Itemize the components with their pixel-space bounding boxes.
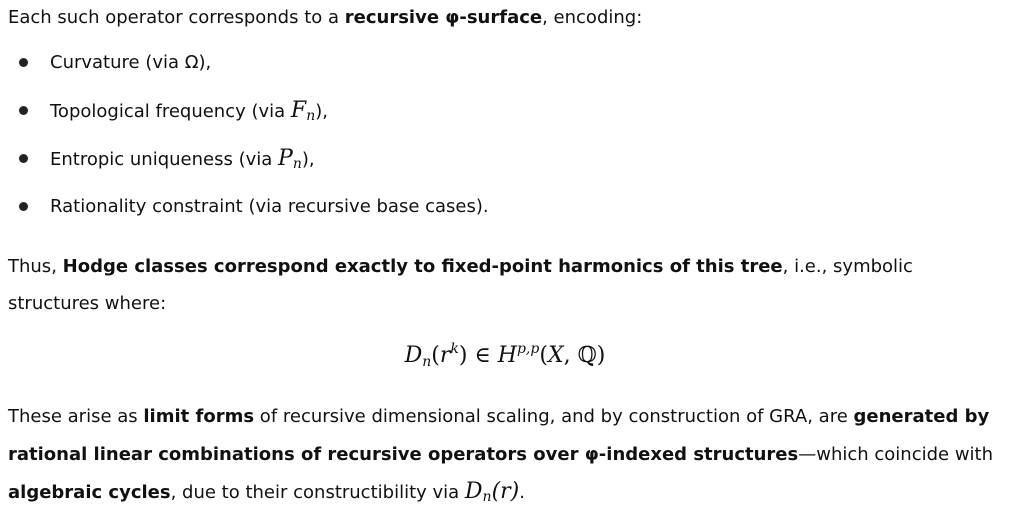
math-sub: n bbox=[292, 156, 302, 172]
para3-bold2: generated by rational linear combinations of recursive operators over φ-indexed structures bbox=[8, 406, 990, 465]
bullet-icon bbox=[19, 154, 28, 163]
math-arg: (r) bbox=[491, 479, 520, 504]
display-equation bbox=[0, 336, 1010, 376]
para3-part4: , due to their constructibility via bbox=[170, 482, 465, 503]
limit-forms-paragraph bbox=[8, 398, 1002, 512]
eq-lhs-arg-sup: k bbox=[450, 341, 459, 357]
bullet-icon bbox=[19, 58, 28, 67]
math-sub: n bbox=[306, 108, 316, 124]
intro-prefix: Each such operator corresponds to a bbox=[8, 7, 345, 28]
para3-end: . bbox=[519, 482, 525, 503]
inline-math bbox=[278, 146, 302, 171]
inline-math bbox=[291, 98, 315, 123]
list-item bbox=[0, 92, 1010, 140]
eq-lhs-open: ( bbox=[431, 343, 440, 368]
eq-lhs-var: D bbox=[404, 343, 423, 368]
intro-paragraph bbox=[8, 0, 1002, 36]
eq-rhs-var: H bbox=[497, 343, 517, 368]
para3-part1: These arise as bbox=[8, 406, 144, 427]
bullet-icon bbox=[19, 106, 28, 115]
para3-bold3: algebraic cycles bbox=[8, 482, 171, 503]
para2-prefix: Thus, bbox=[8, 256, 63, 277]
bullet-text: Topological frequency (via bbox=[50, 101, 291, 122]
intro-suffix: , encoding: bbox=[542, 7, 643, 28]
math-sub: n bbox=[482, 489, 492, 505]
eq-relation: ∈ bbox=[467, 343, 498, 368]
inline-math bbox=[465, 479, 519, 504]
para3-part3: —which coincide with bbox=[798, 443, 994, 465]
eq-rhs-arg1: X bbox=[547, 343, 564, 368]
bullet-text: Curvature (via Ω), bbox=[50, 52, 212, 73]
eq-rhs-arg2: ℚ bbox=[577, 343, 597, 368]
eq-lhs-arg: r bbox=[439, 343, 451, 368]
hodge-paragraph bbox=[8, 248, 1002, 322]
eq-lhs-sub: n bbox=[422, 354, 432, 370]
eq-lhs-close: ) bbox=[458, 343, 468, 368]
list-item bbox=[0, 188, 1010, 236]
math-var: P bbox=[278, 146, 293, 171]
eq-rhs-close: ) bbox=[596, 343, 606, 368]
bullet-after: ), bbox=[301, 149, 315, 170]
eq-rhs-open: ( bbox=[539, 343, 548, 368]
math-var: F bbox=[290, 98, 307, 123]
para3-bold1: limit forms bbox=[143, 406, 255, 427]
bullet-text: Rationality constraint (via recursive base cases). bbox=[50, 196, 489, 217]
bullet-list bbox=[0, 44, 1010, 236]
bullet-icon bbox=[19, 202, 28, 211]
eq-rhs-sep: , bbox=[563, 343, 578, 368]
list-item bbox=[0, 44, 1010, 92]
para2-bold: Hodge classes correspond exactly to fixed-point harmonics of this tree bbox=[62, 256, 783, 277]
bullet-text: Entropic uniqueness (via bbox=[50, 149, 279, 170]
para2-suffix: , i.e., symbolic structures where: bbox=[8, 256, 913, 314]
bullet-after: ), bbox=[315, 101, 328, 122]
intro-bold: recursive φ-surface bbox=[344, 7, 543, 28]
list-item bbox=[0, 140, 1010, 188]
para3-part2: of recursive dimensional scaling, and by construction of GRA, are bbox=[254, 406, 854, 427]
eq-rhs-sup: p,p bbox=[516, 341, 540, 357]
math-var: D bbox=[464, 479, 483, 504]
